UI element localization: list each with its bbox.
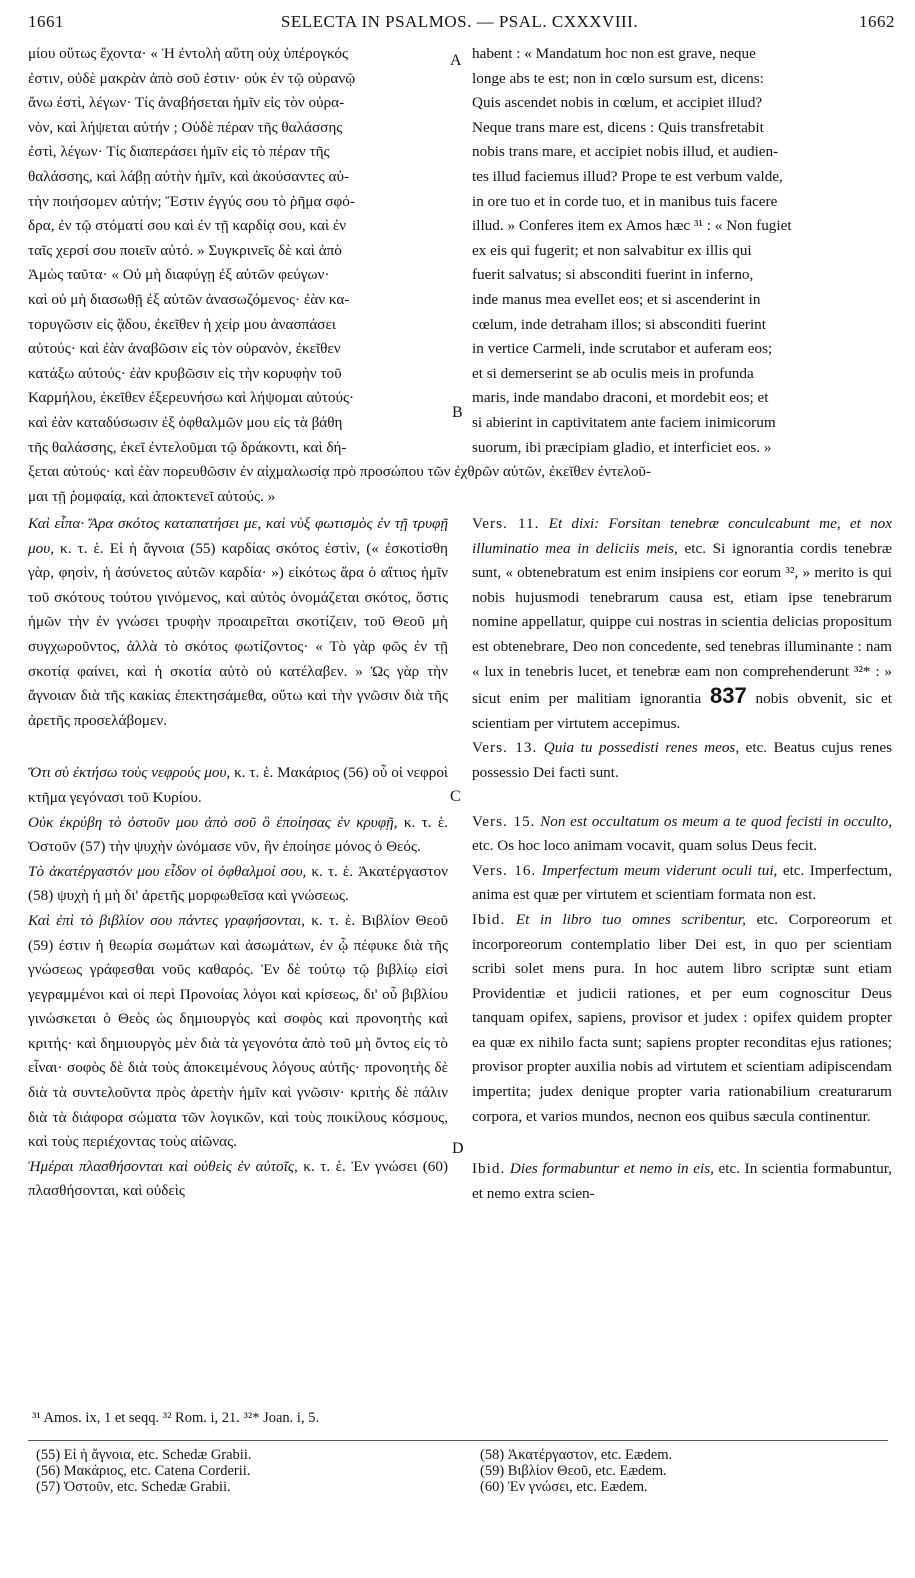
- greek-entry: [28, 811, 448, 860]
- greek-lemma: Καὶ εἶπα· Ἄρα σκότος καταπατήσει με, καὶ νὺξ φωτισμὸς ἐν τῇ τρυφῇ μου,: [28, 515, 448, 557]
- ibid-label: Ibid.: [472, 1160, 506, 1178]
- margin-letter-b: B: [452, 404, 463, 421]
- critical-notes-left: [36, 1447, 251, 1495]
- greek-comment: κ. τ. ἑ. Βιβλίον Θεοῦ (59) ἐστιν ἡ θεωρία σωμάτων καὶ ἀσωμάτων, ἐν ᾧ πέφυκε διὰ τῆς γνώσεως γράφεσθαι νοῦς καθαρός. Ἐν δὲ τούτῳ τῷ βιβλίῳ εἰσὶ γεγραμμένοι καὶ οἱ περὶ Προνοίας λόγοι καὶ κρίσεως, δι' οὗ βιβλίου γινώσκεται ὁ Θεὸς ὡς δημιουργὸς καὶ σοφὸς καὶ προνοητὴς καὶ κριτής· καὶ δημιουργὸς μὲν διὰ τὰ γεγονότα ἀπὸ τοῦ μὴ ὄντος εἰς τὸ εἶναι· σοφὸς δὲ διὰ τοὺς ἀποκειμένους λόγους αὐτῆς· προνοητὴς δὲ διὰ τὰ συντελοῦντα πρὸς ἀρετὴν ἡμῖν καὶ γνῶσιν· κριτὴς δὲ πάλιν διὰ τὰ διάφορα σώματα τῶν λογικῶν, καὶ τοὺς ποικίλους κόσμους, καὶ τοὺς περιέχοντας τοὺς αἰῶνας.: [28, 911, 448, 1151]
- greek-lemma: Ὅτι σὺ ἐκτήσω τοὺς νεφρούς μου,: [28, 764, 231, 782]
- greek-lemma: Τὸ ἀκατέργαστόν μου εἶδον οἱ ὀφθαλμοί σου,: [28, 862, 307, 880]
- latin-line: Quis ascendet nobis in cœlum, et accipiet illud?: [472, 94, 763, 112]
- greek-line: Καρμήλου, ἐκεῖθεν ἐξερευνήσω καὶ λήψομαι αὐτούς·: [28, 389, 355, 407]
- margin-letter-a: A: [450, 52, 462, 69]
- greek-line: ταῖς χερσί σου ποιεῖν αὐτό. » Συγκρινεῖς δὲ καὶ ἀπὸ: [28, 241, 342, 259]
- greek-entry: [28, 860, 448, 909]
- verse-label: Vers. 11.: [472, 515, 540, 532]
- latin-comment: etc. Os hoc loco animam vocavit, quam solus Deus fecit.: [472, 837, 818, 855]
- running-title: SELECTA IN PSALMOS. — PSAL. CXXXVIII.: [280, 12, 639, 31]
- critical-note: (55) Εἰ ἡ ἄγνοια, etc. Schedæ Grabii.: [36, 1447, 252, 1463]
- greek-line: ἐστιν, οὐδὲ μακρὰν ἀπὸ σοῦ ἐστιν· οὐκ ἐν τῷ οὐρανῷ: [28, 69, 356, 87]
- greek-line: καὶ οὐ μὴ διασωθῇ ἐξ αὐτῶν ἀνασωζόμενος· ἐὰν κα-: [28, 290, 350, 308]
- latin-comment: etc. Imperfectum, anima est quæ per virtutem et scientiam formata non est.: [472, 861, 893, 904]
- latin-line: habent : « Mandatum hoc non est grave, neque: [472, 45, 756, 62]
- greek-comment: κ. τ. ἑ. Ἀκατέργαστον (58) ψυχὴ ἡ μὴ δι' ἀρετῆς μορφωθεῖσα καὶ γνώσεως.: [28, 862, 448, 905]
- scripture-footnotes: ³¹ Amos. ix, 1 et seqq. ³² Rom. i, 21. ³²* Joan. i, 5.: [32, 1410, 320, 1426]
- latin-comment: etc. Corporeorum et incorporeorum contemplatio liber Dei est, in quo per scientiam scribi solet mens pura. In hoc autem libro scriptæ sunt etiam Providentiæ et judicii rationes, et per eum cognoscitur Deus tanquam opifex, sapiens, provisor et judex : opifex quidem propter ea quæ ex nihilo facta sunt; sapiens propter reconditas ejus rationes; provisor propter auxilia nobis ad virtutem et scientiam adipiscendam impertita; judex denique propter varia rationabilium creaturarum corpora, et varios mundos, necnon eos quibus sæcula continentur.: [472, 910, 893, 1125]
- critical-note: (57) Ὀστοῦν, etc. Schedæ Grabii.: [36, 1479, 231, 1495]
- greek-line: μίου οὕτως ἔχοντα· « Ἡ ἐντολὴ αὕτη οὐχ ὑπέρογκός: [28, 45, 348, 62]
- latin-line: cœlum, inde detraham illos; si absconditi fuerint: [472, 315, 766, 333]
- greek-commentary-column: [28, 512, 448, 1204]
- greek-entry: [28, 909, 448, 1155]
- greek-line: Ἀμὼς ταῦτα· « Οὐ μὴ διαφύγῃ ἐξ αὐτῶν φεύγων·: [28, 266, 330, 284]
- latin-line: tes illud faciemus illud? Prope te est verbum valde,: [472, 167, 783, 185]
- column-number: 837: [709, 683, 747, 709]
- latin-entry: [472, 810, 892, 859]
- greek-line: τὴν ποιήσομεν αὐτήν; Ἔστιν ἐγγύς σου τὸ ῥῆμα σφό-: [28, 192, 355, 210]
- greek-line: αὐτούς· καὶ ἐὰν ἀναβῶσιν εἰς τὸν οὐρανὸν, ἐκεῖθεν: [28, 340, 341, 358]
- greek-lemma: Καὶ ἐπὶ τὸ βιβλίον σου πάντες γραφήσονται,: [28, 911, 305, 929]
- latin-line: longe abs te est; non in cœlo sursum est, dicens:: [472, 69, 764, 87]
- critical-note: (56) Μακάριος, etc. Catena Corderii.: [36, 1463, 251, 1479]
- latin-line: Neque trans mare est, dicens : Quis transfretabit: [472, 118, 764, 136]
- latin-comment: nobis obvenit, sic et scientiam per virtutem accepimus.: [472, 690, 892, 732]
- latin-commentary-column: [472, 512, 892, 1206]
- greek-top-column: [28, 42, 448, 460]
- latin-entry: [472, 736, 892, 785]
- latin-lemma: Et dixi: Forsitan tenebræ conculcabunt me, et nox illuminatio mea in deliciis meis,: [472, 515, 893, 557]
- latin-entry: [472, 1157, 892, 1206]
- greek-line: δρα, ἐν τῷ στόματί σου καὶ ἐν τῇ καρδίᾳ σου, καὶ ἐν: [28, 217, 347, 235]
- latin-line: ex eis qui fugerit; et non salvabitur ex illis qui: [472, 241, 752, 259]
- greek-comment: κ. τ. ἑ. Ὀστοῦν (57) τὴν ψυχὴν ὠνόμασε νῦν, ἣν ἐποίησε μόνος ὁ Θεός.: [28, 813, 448, 856]
- latin-lemma: Et in libro tuo omnes scribentur,: [515, 910, 746, 928]
- latin-comment: etc. Beatus cujus renes possessio Dei facti sunt.: [472, 739, 892, 781]
- latin-lemma: Dies formabuntur et nemo in eis,: [509, 1160, 714, 1178]
- latin-entry: [472, 908, 892, 1129]
- greek-comment: κ. τ. ἑ. Ἐν γνώσει (60) πλασθήσονται, καὶ οὐδεὶς: [28, 1157, 448, 1200]
- latin-line: inde manus mea evellet eos; et si ascenderint in: [472, 290, 761, 308]
- latin-line: illud. » Conferes item ex Amos hæc ³¹ : « Non fugiet: [472, 217, 792, 235]
- latin-top-column: [472, 42, 892, 460]
- greek-line: νὸν, καὶ λήψεται αὐτήν ; Οὐδὲ πέραν τῆς θαλάσσης: [28, 118, 343, 136]
- greek-entry: [28, 761, 448, 810]
- page-header: [24, 8, 895, 38]
- greek-line: κατάξω αὐτούς· ἐὰν κρυβῶσιν εἰς τὴν κορυφὴν τοῦ: [28, 364, 342, 382]
- latin-lemma: Quia tu possedisti renes meos,: [543, 739, 740, 757]
- greek-line: ἐστὶ, λέγων· Τίς διαπεράσει ἡμῖν εἰς τὸ πέραν τῆς: [28, 143, 330, 161]
- latin-line: suorum, ibi præcipiam gladio, et interficiet eos. »: [472, 438, 772, 456]
- left-page-number: 1661: [28, 12, 64, 31]
- wide-line: μαι τῇ ῥομφαίᾳ, καὶ ἀποκτενεῖ αὐτούς. »: [28, 487, 276, 505]
- latin-line: in ore tuo et in corde tuo, et in manibus tuis facere: [472, 192, 778, 210]
- critical-note: (59) Βιβλίον Θεοῦ, etc. Eædem.: [480, 1463, 667, 1479]
- latin-line: fuerit salvatus; si absconditi fuerint in inferno,: [472, 266, 754, 284]
- greek-line: τορυγῶσιν εἰς ᾅδου, ἐκεῖθεν ἡ χείρ μου ἀνασπάσει: [28, 315, 336, 333]
- greek-entry: [28, 512, 448, 733]
- critical-notes-right: [480, 1447, 672, 1495]
- wide-line: ξεται αὐτούς· καὶ ἐὰν πορευθῶσιν ἐν αἰχμαλωσίᾳ πρὸ προσώπου τῶν ἐχθρῶν αὐτῶν, ἐκεῖθεν ἐντελοῦ-: [28, 463, 652, 480]
- verse-label: Vers. 13.: [472, 739, 538, 757]
- greek-comment: κ. τ. ἑ. Μακάριος (56) οὗ οἱ νεφροὶ κτῆμα γεγόνασι τοῦ Κυρίου.: [28, 764, 449, 806]
- greek-line: τῆς θαλάσσης, ἐκεῖ ἐντελοῦμαι τῷ δράκοντι, καὶ δή-: [28, 438, 347, 456]
- greek-line: καὶ ἐὰν καταδύσωσιν ἐξ ὀφθαλμῶν μου εἰς τὰ βάθη: [28, 413, 343, 431]
- latin-line: si abierint in captivitatem ante faciem inimicorum: [472, 413, 776, 431]
- latin-line: maris, inde mandabo draconi, et mordebit eos; et: [472, 389, 769, 407]
- latin-lemma: Non est occultatum os meum a te quod fecisti in occulto,: [540, 812, 892, 830]
- latin-lemma: Imperfectum meum viderunt oculi tui,: [541, 861, 778, 879]
- greek-line: θαλάσσης, καὶ λάβῃ αὐτὴν ἡμῖν, καὶ ἀκούσαντες αὐ-: [28, 167, 350, 185]
- latin-line: et si demerserint se ab oculis meis in profunda: [472, 364, 754, 382]
- footnote-divider: [28, 1440, 888, 1441]
- latin-entry: [472, 859, 892, 908]
- greek-lemma: Οὐκ ἐκρύβη τὸ ὀστοῦν μου ἀπὸ σοῦ ὃ ἐποίησας ἐν κρυφῇ,: [28, 813, 398, 831]
- greek-comment: κ. τ. ἑ. Εἰ ἡ ἄγνοια (55) καρδίας σκότος ἐστὶν, (« ἐσκοτίσθη γὰρ, φησὶν, ἡ ἀσύνετος αὐτῶν καρδία· ») εἰκότως ἄρα ὁ αἴτιος ἡμῖν τοῦ σκότους τούτου γινόμενος, καὶ αὐτὸς ὀνομάζεται σκότος, ὅστις ἡμῶν τὴν ἐν γνώσει τρυφὴν προαιρεῖται σκοτίζειν, τοῦ Θεοῦ μὴ συγχωροῦντος, ἀλλὰ τὸ σκότος φωτίζοντος· « Τὸ γὰρ φῶς ἐν τῇ σκοτίᾳ φαίνει, καὶ ἡ σκοτία αὐτὸ οὐ κατέλαβεν. » Ὡς γὰρ τὴν ἄγνοιαν διὰ τῆς κακίας ἐπεκτησάμεθα, οὕτω καὶ τὴν γνῶσιν διὰ τῆς ἀρετῆς προσελάβομεν.: [28, 539, 449, 729]
- right-page-number: 1662: [859, 12, 895, 31]
- margin-letter-c: C: [450, 788, 461, 805]
- latin-entry: [472, 512, 892, 736]
- latin-line: in vertice Carmeli, inde scrutabor et auferam eos;: [472, 340, 773, 358]
- margin-letter-d: D: [452, 1140, 464, 1157]
- latin-comment: etc. In scientia formabuntur, et nemo extra scien-: [472, 1160, 893, 1202]
- greek-entry: [28, 1155, 448, 1204]
- critical-note: (58) Ἀκατέργαστον, etc. Eædem.: [480, 1447, 673, 1463]
- verse-label: Vers. 15.: [472, 812, 536, 830]
- critical-note: (60) Ἐν γνώσει, etc. Eædem.: [480, 1479, 648, 1495]
- latin-line: nobis trans mare, et accipiet nobis illud, et audien-: [472, 143, 779, 161]
- greek-line: ἄνω ἐστὶ, λέγων· Τίς ἀναβήσεται ἡμῖν εἰς τὸν οὐρα-: [28, 94, 345, 112]
- full-width-greek: [28, 460, 890, 509]
- greek-lemma: Ἡμέραι πλασθήσονται καὶ οὐθεὶς ἐν αὐτοῖς,: [28, 1157, 298, 1175]
- latin-comment: etc. Si ignorantia cordis tenebræ sunt, « obtenebratum est enim insipiens cor eorum ³², » merito is qui nobis hujusmodi tenebrarum causa est, etiam ipse tenebrarum nomine appellatur, quippe cui nostras in scientia delicias propositum est obtenebrare, Deo non concedente, sed tenebras illuminante : nam « lux in tenebris lucet, et tenebræ eam non comprehenderunt ³²* : » sicut enim per malitiam ignorantia: [472, 539, 893, 708]
- ibid-label: Ibid.: [472, 910, 506, 928]
- verse-label: Vers. 16.: [472, 861, 537, 879]
